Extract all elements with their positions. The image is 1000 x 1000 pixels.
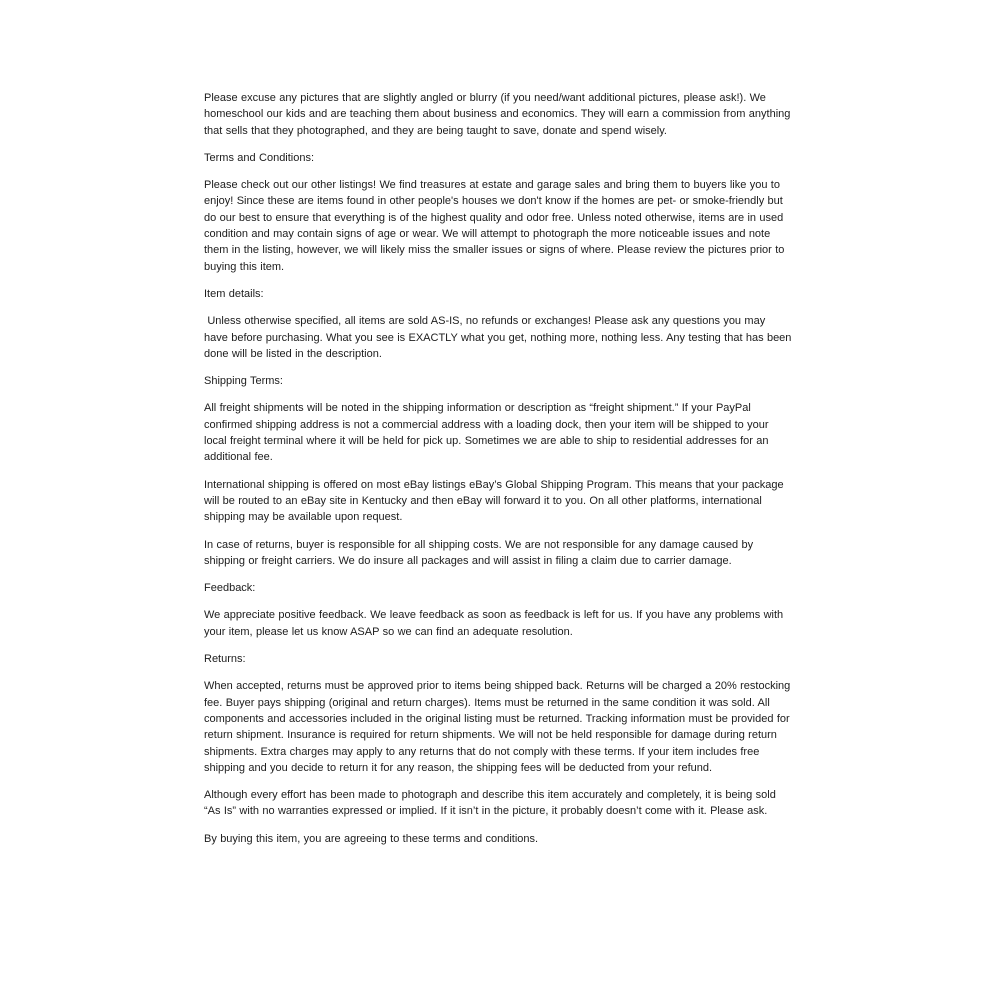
paragraph: In case of returns, buyer is responsible for all shipping costs. We are not responsible for any damage caused by shipping or freight carriers. We do insure all packages and will assist in filing a claim due to carrier damage. [204,538,757,567]
paragraph: Please check out our other listings! We find treasures at estate and garage sales and bring them to buyers like you to enjoy! Since these are items found in other people's houses we don't know if the homes are pet- or smoke-friendly but do our best to ensure that everything is of the highest quality and odor free. Unless noted otherwise, items are in used condition and may contain signs of age or wear. We will attempt to photograph the more noticeable issues and note them in the listing, however, we will likely miss the smaller issues or signs of where. Please review the pictures prior to buying this item. [204,179,788,273]
paragraph: When accepted, returns must be approved prior to items being shipped back. Returns will be charged a 20% restocking fee. Buyer pays shipping (original and return charges). Items must be returned in the same condition it was sold. All components and accessories included in the original listing must be returned. Tracking information must be provided for return shipment. Insurance is required for return shipments. We will not be held responsible for damage during return shipments. Extra charges may apply to any returns that do not comply with these terms. If your item includes free shipping and you decide to return it for any reason, the shipping fees will be deducted from your refund. [204,680,794,774]
paragraph: All freight shipments will be noted in the shipping information or description as “freight shipment.” If your PayPal confirmed shipping address is not a commercial address with a loading dock, then your item will be shipped to your local freight terminal where it will be held for pick up. Sometimes we are able to ship to residential addresses for an additional fee. [204,402,772,464]
paragraph: We appreciate positive feedback. We leave feedback as soon as feedback is left for us. If you have any problems with your item, please let us know ASAP so we can find an adequate resolution. [204,609,787,638]
paragraph: By buying this item, you are agreeing to these terms and conditions. [204,832,539,845]
section-label: Shipping Terms: [204,375,283,388]
paragraph: Although every effort has been made to photograph and describe this item accurately and completely, it is being sold “As Is” with no warranties expressed or implied. If it isn’t in the picture, it probably doesn’t come with it. Please ask. [204,789,780,818]
section-label: Terms and Conditions: [204,151,315,164]
section-label: Feedback: [204,582,256,595]
paragraph: Unless otherwise specified, all items are sold AS-IS, no refunds or exchanges! Please ask any questions you may have before purchasing. What you see is EXACTLY what you get, nothing more, nothing less. Any testing that has been done will be listed in the description. [204,315,795,360]
section-label: Item details: [204,287,264,300]
paragraph: Please excuse any pictures that are slightly angled or blurry (if you need/want additional pictures, please ask!). We homeschool our kids and are teaching them about business and economics. They will earn a commission from anything that sells that they photographed, and they are being taught to save, donate and spend wisely. [204,92,794,137]
paragraph: International shipping is offered on most eBay listings eBay’s Global Shipping Program. This means that your package will be routed to an eBay site in Kentucky and then eBay will forward it to you. On all other platforms, international shipping may be available upon request. [204,478,787,524]
section-label: Returns: [204,653,246,666]
document-body [204,90,795,858]
